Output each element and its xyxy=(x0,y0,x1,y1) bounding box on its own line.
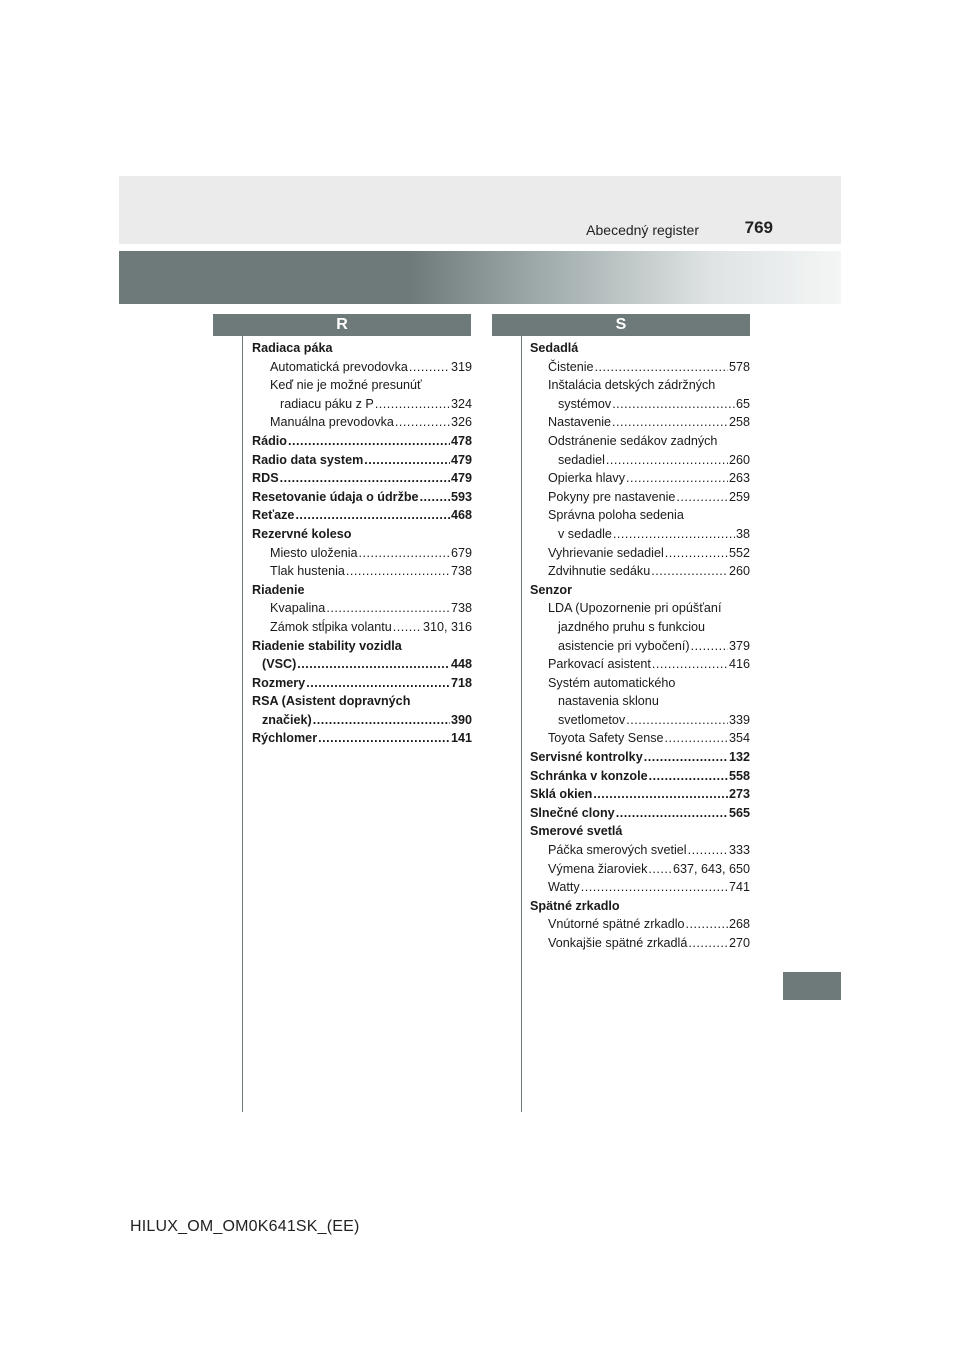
index-entry[interactable]: Tlak hustenia ..... 738 xyxy=(252,562,472,581)
index-entry[interactable]: Nastavenie ..... 258 xyxy=(530,413,750,432)
index-entry[interactable]: Miesto uloženia ..... 679 xyxy=(252,544,472,563)
index-entry[interactable]: Rozmery ..... 718 xyxy=(252,674,472,693)
column-divider-middle xyxy=(521,336,522,1112)
index-entry[interactable]: Pokyny pre nastavenie ..... 259 xyxy=(530,488,750,507)
index-heading: Riadenie xyxy=(252,582,305,597)
index-column-s xyxy=(530,339,750,953)
index-entry[interactable]: Servisné kontrolky ..... 132 xyxy=(530,748,750,767)
index-entry[interactable]: značiek) ..... 390 xyxy=(252,711,472,730)
index-entry-text: Odstránenie sedákov zadných xyxy=(548,433,718,448)
chapter-banner xyxy=(119,251,841,304)
index-entry-text: Keď nie je možné presunúť xyxy=(270,378,422,393)
index-heading: Radiaca páka xyxy=(252,341,333,355)
index-entry[interactable]: Watty ..... 741 xyxy=(530,878,750,897)
index-entry[interactable]: Vnútorné spätné zrkadlo ..... 268 xyxy=(530,915,750,934)
index-entry[interactable]: Manuálna prevodovka ..... 326 xyxy=(252,413,472,432)
index-entry[interactable]: Rádio ..... 478 xyxy=(252,432,472,451)
index-heading: Rezervné koleso xyxy=(252,526,352,541)
index-entry[interactable]: Kvapalina ..... 738 xyxy=(252,599,472,618)
column-divider-left xyxy=(242,336,243,1112)
index-entry[interactable]: v sedadle ..... 38 xyxy=(530,525,750,544)
index-entry-text: LDA (Upozornenie pri opúšťaní xyxy=(548,601,722,616)
index-heading: Senzor xyxy=(530,582,572,597)
chapter-side-tab xyxy=(783,972,841,1000)
index-heading: Riadenie stability vozidla xyxy=(252,638,402,653)
index-entry[interactable]: Schránka v konzole ..... 558 xyxy=(530,767,750,786)
section-letter-r: R xyxy=(213,314,471,336)
index-entry[interactable]: asistencie pri vybočení) ..... 379 xyxy=(530,637,750,656)
index-entry[interactable]: Čistenie ..... 578 xyxy=(530,358,750,377)
section-letter-s: S xyxy=(492,314,750,336)
index-entry[interactable]: Toyota Safety Sense ..... 354 xyxy=(530,729,750,748)
index-entry[interactable]: Vyhrievanie sedadiel ..... 552 xyxy=(530,544,750,563)
page-header xyxy=(119,176,841,244)
index-entry[interactable]: radiacu páku z P ..... 324 xyxy=(252,395,472,414)
index-entry[interactable]: Výmena žiaroviek ..... 637, 643, 650 xyxy=(530,860,750,879)
index-entry[interactable]: Slnečné clony ..... 565 xyxy=(530,804,750,823)
index-entry[interactable]: Páčka smerových svetiel ..... 333 xyxy=(530,841,750,860)
index-entry[interactable]: Opierka hlavy ..... 263 xyxy=(530,469,750,488)
index-entry[interactable]: RDS ..... 479 xyxy=(252,469,472,488)
index-entry[interactable]: Vonkajšie spätné zrkadlá ..... 270 xyxy=(530,934,750,953)
index-heading: Sedadlá xyxy=(530,341,579,355)
index-entry[interactable]: Zámok stĺpika volantu ..... 310, 316 xyxy=(252,618,472,637)
index-entry-text: Správna poloha sedenia xyxy=(548,508,684,523)
index-entry[interactable]: Zdvihnutie sedáku ..... 260 xyxy=(530,562,750,581)
index-entry-text: jazdného pruhu s funkciou xyxy=(558,619,706,634)
index-entry-text: Inštalácia detských zádržných xyxy=(548,378,716,393)
index-entry[interactable]: (VSC) ..... 448 xyxy=(252,655,472,674)
index-entry[interactable]: Automatická prevodovka ..... 319 xyxy=(252,358,472,377)
index-column-r xyxy=(252,339,472,748)
footer-code: HILUX_OM_OM0K641SK_(EE) xyxy=(130,1218,360,1235)
index-heading: Smerové svetlá xyxy=(530,824,623,839)
index-heading: RSA (Asistent dopravných xyxy=(252,694,411,709)
index-entry-text: nastavenia sklonu xyxy=(558,694,659,709)
index-entry[interactable]: Resetovanie údaja o údržbe ..... 593 xyxy=(252,488,472,507)
index-entry[interactable]: svetlometov ..... 339 xyxy=(530,711,750,730)
index-entry[interactable]: systémov ..... 65 xyxy=(530,395,750,414)
index-entry[interactable]: Reťaze ..... 468 xyxy=(252,506,472,525)
page-number: 769 xyxy=(744,218,773,237)
header-title: Abecedný register xyxy=(586,222,699,238)
index-entry[interactable]: Rýchlomer ..... 141 xyxy=(252,729,472,748)
index-entry[interactable]: Sklá okien ..... 273 xyxy=(530,785,750,804)
index-entry[interactable]: Radio data system ..... 479 xyxy=(252,451,472,470)
index-heading: Spätné zrkadlo xyxy=(530,898,620,913)
index-entry-text: Systém automatického xyxy=(548,675,676,690)
index-entry[interactable]: Parkovací asistent ..... 416 xyxy=(530,655,750,674)
index-entry[interactable]: sedadiel ..... 260 xyxy=(530,451,750,470)
